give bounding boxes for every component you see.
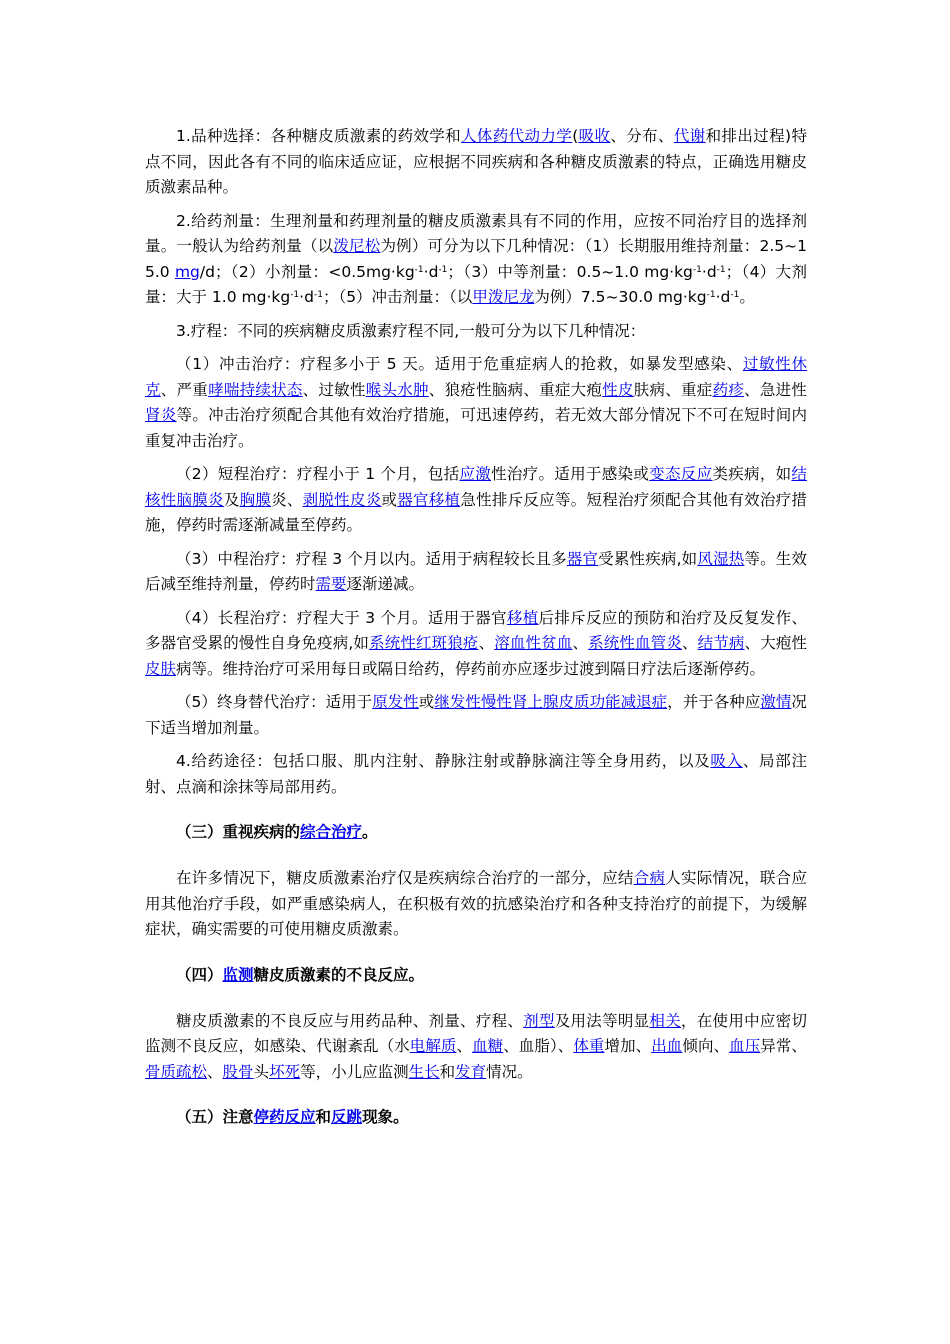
text-run: 倾向、 (682, 1037, 730, 1055)
text-run: 1.品种选择：各种糖皮质激素的药效学和 (176, 127, 462, 145)
term-link[interactable]: 哮喘持续状态 (208, 380, 303, 399)
paragraph (145, 209, 807, 311)
text-run: 、分布、 (610, 127, 674, 145)
term-link[interactable]: 电解质 (409, 1037, 457, 1055)
paragraph (145, 690, 807, 741)
text-run: 等，小儿应监测 (300, 1062, 409, 1081)
text-run: 及 (223, 490, 240, 509)
text-run: 等。冲击治疗须配合其他有效治疗措施，可迅速停药，若无效大部分情况下不可在短时间内重复冲击治疗。 (145, 406, 807, 450)
text-run: 2.给药剂量：生理剂量和药理剂量的糖皮质激素具有不同的作用，应按不同治疗目的选择剂量。一般认为给药剂量（以 (145, 211, 807, 255)
superscript: -1 (716, 264, 726, 275)
term-link[interactable]: 人体药代动力学 (461, 127, 573, 145)
term-link[interactable]: 应激 (459, 465, 492, 483)
text-run: 、过敏性 (302, 380, 366, 399)
superscript: -1 (414, 264, 424, 275)
text-run: （1）冲击治疗：疗程多小于 5 天。适用于危重症病人的抢救，如暴发型感染、 (176, 355, 743, 373)
term-link[interactable]: 合病 (633, 869, 666, 887)
term-link[interactable]: 发育 (455, 1062, 487, 1081)
term-link[interactable]: 坏死 (269, 1062, 301, 1081)
text-run: 、 (681, 634, 698, 652)
text-run: 。 (362, 823, 378, 841)
text-run: 后排斥反应的预防和治疗及反复发作、多器官受累的慢性自身免疫病,如 (145, 608, 807, 652)
text-run: 、大疱性 (744, 634, 807, 652)
text-run: ；（3）中等剂量：0.5~1.0 mg·kg (447, 262, 693, 281)
text-run: 和 (315, 1108, 332, 1126)
text-run: 为例）可分为以下几种情况：（1）长期服用维持剂量：2.5~15.0 (145, 237, 807, 281)
term-link[interactable]: 血糖 (472, 1037, 504, 1055)
text-run: 况下适当增加剂量。 (145, 693, 807, 737)
text-run: （五）注意 (176, 1108, 254, 1126)
text-run: 、严重 (160, 380, 209, 399)
term-link[interactable]: 生长 (408, 1062, 440, 1081)
text-run: （3）中程治疗：疗程 3 个月以内。适用于病程较长且多 (176, 549, 567, 568)
superscript: -1 (692, 264, 702, 275)
text-run: 异常、 (760, 1037, 807, 1055)
text-run: 糖皮质激素的不良反应与用药品种、剂量、疗程、 (176, 1011, 524, 1030)
text-run: ( (572, 127, 579, 145)
term-link[interactable]: 胸膜 (239, 490, 272, 509)
text-run: 、血脂）、 (503, 1037, 574, 1055)
text-run: ，在使用中应密切监测不良反应，如感染、代谢紊乱（水 (145, 1011, 807, 1055)
term-link[interactable]: 过敏性休克 (145, 355, 807, 399)
text-run: （三）重视疾病的 (176, 823, 301, 841)
text-run: 头 (253, 1062, 270, 1081)
term-link[interactable]: 皮肤 (145, 659, 177, 678)
term-link[interactable]: 甲泼尼龙 (472, 288, 535, 306)
text-run: ·d (423, 262, 439, 281)
paragraph (145, 319, 807, 345)
text-run: ，并于各种应 (667, 693, 761, 711)
term-link[interactable]: 结核性脑膜炎 (145, 465, 807, 509)
text-run: 类疾病，如 (712, 465, 792, 483)
term-link[interactable]: 继发性慢性肾上腺皮质功能减退症 (434, 693, 668, 711)
term-link[interactable]: 相关 (649, 1011, 681, 1030)
text-run: 和 (439, 1062, 456, 1081)
text-run: 、狼疮性脑病、重症大疱 (428, 380, 603, 399)
text-run: 、 (572, 634, 589, 652)
term-link[interactable]: 吸入 (710, 752, 743, 770)
term-link[interactable]: 剥脱性皮炎 (302, 490, 382, 509)
text-run: （5）终身替代治疗：适用于 (176, 693, 373, 711)
term-link[interactable]: 激情 (760, 693, 792, 711)
text-run: ·d (299, 288, 314, 306)
document-body (145, 124, 807, 1130)
term-link[interactable]: mg (174, 262, 200, 281)
text-run: 情况。 (486, 1062, 533, 1081)
text-run: 肤病、重症 (633, 380, 713, 399)
text-run: （2）短程治疗：疗程小于 1 个月，包括 (176, 465, 460, 483)
term-link[interactable]: 出血 (651, 1037, 683, 1055)
term-link[interactable]: 原发性 (372, 693, 419, 711)
paragraph (145, 124, 807, 201)
term-link[interactable]: 系统性血管炎 (588, 634, 682, 652)
text-run: 、 (456, 1037, 473, 1055)
text-run: 性治疗。适用于感染或 (491, 465, 650, 483)
text-run: ·d (715, 288, 731, 306)
text-run: ；（5）冲击剂量：（以 (322, 288, 473, 306)
paragraph (145, 462, 807, 539)
text-run: 糖皮质激素的不良反应。 (253, 965, 425, 984)
text-run: ·d (701, 262, 717, 281)
superscript: -1 (290, 290, 300, 300)
term-link[interactable]: 药疹 (712, 380, 745, 399)
term-link[interactable]: 反跳 (331, 1108, 363, 1126)
section-heading (145, 820, 807, 845)
term-link[interactable]: 风湿热 (697, 549, 745, 568)
paragraph (145, 1009, 807, 1086)
superscript: -1 (730, 290, 740, 300)
text-run: 增加、 (604, 1037, 652, 1055)
term-link[interactable]: 溶血性贫血 (494, 634, 573, 652)
text-run: 、 (478, 634, 495, 652)
term-link[interactable]: 监测 (222, 965, 254, 984)
section-heading (145, 963, 807, 988)
term-link[interactable]: 血压 (729, 1037, 761, 1055)
text-run: 等。生效后减至维持剂量，停药时 (145, 549, 807, 593)
paragraph (145, 352, 807, 454)
superscript: -1 (438, 264, 448, 275)
term-link[interactable]: 吸收 (578, 127, 611, 145)
term-link[interactable]: 变态反应 (649, 465, 713, 483)
term-link[interactable]: 喉头水肿 (365, 380, 429, 399)
text-run: 4.给药途径：包括口服、肌内注射、静脉注射或静脉滴注等全身用药，以及 (176, 752, 711, 770)
section-heading (145, 1105, 807, 1130)
term-link[interactable]: 器官 (566, 549, 599, 568)
text-run: 逐渐递减。 (346, 575, 425, 593)
text-run: 病等。维持治疗可采用每日或隔日给药，停药前亦应逐步过渡到隔日疗法后逐渐停药。 (176, 659, 766, 678)
text-run: 或 (381, 490, 398, 509)
superscript: -1 (706, 290, 716, 300)
term-link[interactable]: 性皮 (602, 380, 634, 399)
term-link[interactable]: 肾炎 (145, 406, 177, 424)
text-run: （4）长程治疗：疗程大于 3 个月。适用于器官 (176, 608, 507, 627)
term-link[interactable]: 泼尼松 (333, 237, 381, 255)
term-link[interactable]: 股骨 (222, 1062, 254, 1081)
text-run: 炎、 (271, 490, 303, 509)
text-run: 和排出过程)特点不同，因此各有不同的临床适应证，应根据不同疾病和各种糖皮质激素的特点，正确选用糖皮质激素品种。 (145, 127, 807, 196)
paragraph (145, 606, 807, 683)
text-run: （四） (176, 965, 223, 984)
text-run: 、 (207, 1062, 223, 1081)
text-run: 及用法等明显 (554, 1011, 650, 1030)
text-run: 现象。 (362, 1108, 409, 1126)
term-link[interactable]: 剂型 (523, 1011, 555, 1030)
term-link[interactable]: 结节病 (697, 634, 745, 652)
term-link[interactable]: 需要 (315, 575, 347, 593)
paragraph (145, 866, 807, 943)
term-link[interactable]: 移植 (506, 608, 539, 627)
term-link[interactable]: 体重 (573, 1037, 605, 1055)
term-link[interactable]: 代谢 (673, 127, 706, 145)
superscript: -1 (313, 290, 323, 300)
text-run: 3.疗程：不同的疾病糖皮质激素疗程不同,一般可分为以下几种情况： (176, 321, 646, 340)
term-link[interactable]: 停药反应 (253, 1108, 316, 1126)
text-run: 在许多情况下，糖皮质激素治疗仅是疾病综合治疗的一部分，应结 (176, 869, 634, 887)
text-run: 。 (739, 288, 755, 306)
text-run: 或 (418, 693, 435, 711)
term-link[interactable]: 系统性红斑狼疮 (369, 634, 479, 652)
text-run: 人实际情况，联合应用其他治疗手段，如严重感染病人，在积极有效的抗感染治疗和各种支持治疗的前提下，为缓解症状，确实需要的可使用糖皮质激素。 (145, 869, 807, 938)
text-run: 、急进性 (744, 380, 807, 399)
text-run: 为例）7.5~30.0 mg·kg (534, 288, 707, 306)
text-run: 受累性疾病,如 (598, 549, 698, 568)
text-run: /d；（2）小剂量：<0.5mg·kg (199, 262, 415, 281)
term-link[interactable]: 器官移植 (397, 490, 461, 509)
term-link[interactable]: 骨质疏松 (145, 1062, 208, 1081)
term-link[interactable]: 综合治疗 (300, 823, 363, 841)
text-run: ；（4）大剂量：大于 1.0 mg·kg (145, 262, 808, 306)
paragraph (145, 547, 807, 598)
paragraph (145, 749, 807, 800)
text-run: 急性排斥反应等。短程治疗须配合其他有效治疗措施，停药时需逐渐减量至停药。 (145, 490, 807, 534)
text-run: 、局部注射、点滴和涂抹等局部用药。 (145, 752, 807, 796)
